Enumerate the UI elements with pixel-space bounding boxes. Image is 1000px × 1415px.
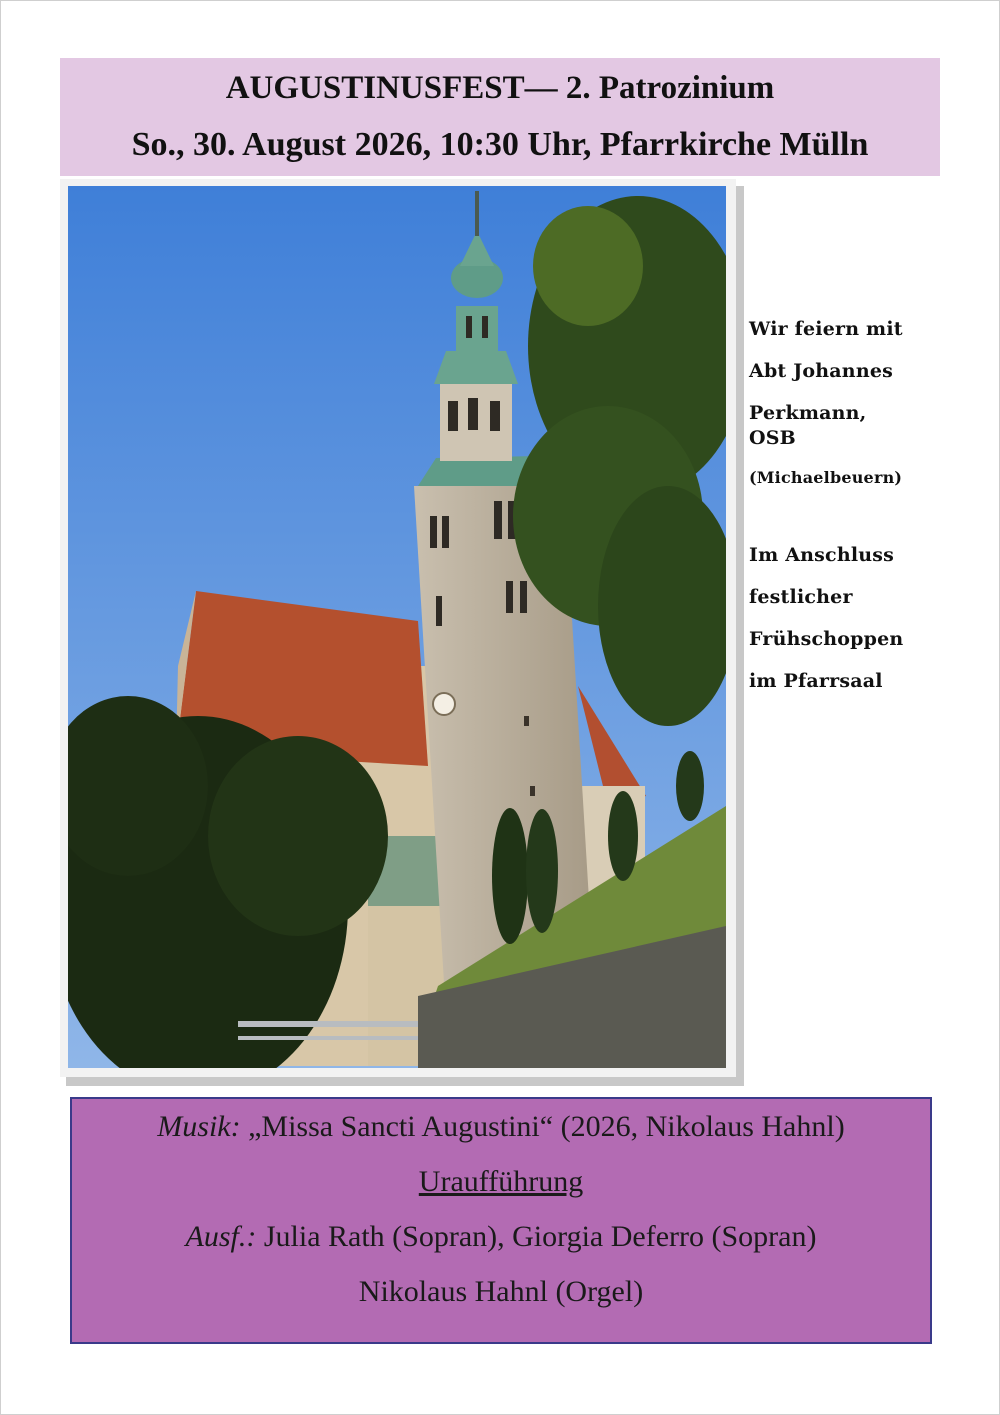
- performers: Julia Rath (Sopran), Giorgia Deferro (Sopran): [263, 1220, 817, 1253]
- music-piece-row: [72, 1107, 930, 1147]
- reception-line-3: Frühschoppen: [749, 628, 904, 650]
- church-photo: [68, 186, 726, 1068]
- reception-line-1: Im Anschluss: [749, 544, 895, 566]
- music-piece: „Missa Sancti Augustini“ (2026, Nikolaus Hahnl): [248, 1110, 845, 1143]
- reception-line-4: im Pfarrsaal: [749, 670, 883, 692]
- side-notes: [749, 308, 949, 702]
- celebrant-line-2: Abt Johannes: [749, 360, 894, 382]
- music-box: [70, 1097, 932, 1344]
- premiere-label: Uraufführung: [418, 1165, 584, 1198]
- event-date-location: So., 30. August 2026, 10:30 Uhr, Pfarrkirche Mülln: [131, 126, 869, 163]
- event-title: AUGUSTINUSFEST— 2. Patrozinium: [225, 70, 775, 106]
- celebrant-line-1: Wir feiern mit: [749, 318, 903, 340]
- celebrant-line-5: (Michaelbeuern): [749, 468, 903, 487]
- celebrant-line-4: OSB: [749, 427, 796, 449]
- organist: Nikolaus Hahnl (Orgel): [358, 1275, 644, 1308]
- celebrant-line-3: Perkmann,: [749, 402, 867, 424]
- reception-line-2: festlicher: [749, 586, 853, 608]
- title-banner: [60, 58, 940, 176]
- performers-row: [72, 1217, 930, 1257]
- music-label: Musik:: [157, 1110, 241, 1143]
- performers-label: Ausf.:: [185, 1220, 257, 1253]
